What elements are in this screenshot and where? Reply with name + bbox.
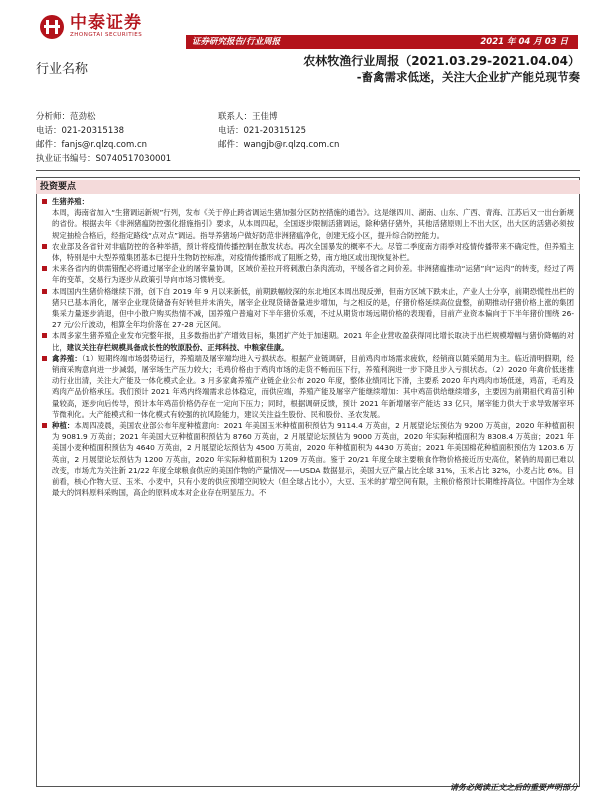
report-category: 证券研究报告/行业周报 [192,37,281,47]
analyst-phone: 电话：021-20315138 [36,126,125,136]
summary-paragraph [40,241,574,263]
paragraph-text: 未来各省内的供需错配必将通过屠宰企业的屠宰量协调，区域价差拉开将刺激白条肉流动，平缓各省之间价差。非洲猪瘟推动“运猪”向“运肉”的转变，经过了两年的变革，交易行为逐步从政策引导向市场习惯转变。 [52,264,574,285]
company-logo [40,14,142,39]
paragraph-text: （1）短期终端市场弱势运行，养殖端及屠宰端均进入亏损状态。根据产业链调研，目前鸡肉市场需求疲软，经销商以随采随用为主。临近清明假期，经销商采购意向进一步减弱，屠宰场生产压力较大；毛鸡价格由于鸡肉市场的走货不畅而压下行，养殖利润进一步下降且步入亏损状态。（2）2020 年禽价低迷推动行业出清，关注大产能及一体化模式企业。3 月多家禽养殖产业链企业公布 2020 年度，整体业绩同比下滑，主要系 2020 年内鸡肉市场低迷，鸡苗，毛鸡及鸡肉产品价格承压。我们预计 2021 年鸡内终端需求总体稳定，而供应端，养殖产能及屠宰产能继续增加：其中鸡苗供给继续增多，主要因为前期祖代鸡苗引种量较高，逐步向后传导，预计本年鸡苗价格仍存在一定向下压力；同时，根据调研反馈，预计 2021 年新增屠宰产能达 33 亿只，屠宰能力供大于求导致屠宰环节微利化。大产能模式和一体化模式有较强的抗风险能力，建议关注益生股份、民和股份、圣农发展。 [52,353,574,419]
summary-paragraph [40,286,574,331]
analyst-info [36,110,171,166]
analyst-email: 邮件：fanjs@r.qlzq.com.cn [36,140,148,150]
paragraph-text: 本周，海南省加入“生猪调运新规”行列，发布《关于停止跨省调运生猪加强分区防控措施的通告》。这是继四川、湖南、山东、广西、青海、江苏后又一出台新规的省份。根据去年《非洲猪瘟防控强化措施指引》要求，从本周四起，全国逐步限制活猪调运，除种猪仔猪外，其他活猪原则上不出大区，出大区的活猪必须按规定抽检合格后，经指定路线“点对点”调运。指导养猪场户做好防范非洲猪瘟净化，创建无疫小区，提升综合防控能力。 [52,208,574,240]
report-subtitle: -畜禽需求低迷，关注大企业扩产能兑现节奏 [356,70,580,84]
summary-paragraph [40,330,574,352]
brand-name-en: ZHONGTAI SECURITIES [70,32,143,38]
paragraph-lead: 生猪养殖： [52,197,89,206]
analyst-license: 执业证书编号：S0740517030001 [36,154,172,164]
contact-info [218,110,339,152]
report-title: 农林牧渔行业周报（2021.03.29-2021.04.04） [303,54,580,68]
logo-emblem-icon [40,15,64,39]
brand-name-cn: 中泰证券 [70,13,142,33]
section-title: 投资要点 [36,180,580,194]
footer-disclaimer: 请务必阅读正文之后的重要声明部分 [450,783,578,792]
summary-paragraph [40,196,574,207]
analyst-name: 分析师：范劲松 [36,112,96,122]
summary-content [40,196,574,498]
report-date: 2021 年 04 月 03 日 [480,37,568,47]
paragraph-recommendation: 建议关注存栏规模具备成长性的牧原股份、正邦科技、中粮家佳康。 [66,342,289,352]
report-banner [186,35,578,49]
header-divider [36,170,580,171]
paragraph-text: 本周国内生猪价格继续下滑，创下自 2019 年 9 月以来新低，前期跌幅较深的东北地区本周出现反弹，但南方区域下跌未止，产业人士分享，前期恐慌性出栏的猪只已基本消化，屠宰企业现货储备有好转但并未消失，屠宰企业现货储备量进步增加，与之相反的是，仔猪价格延续高位盘整，前期推动仔猪价格上涨的集团集采力量逐步消退，但中小散户购买热情不减，国养殖户普遍对下半年猪价乐观，不过从期货市场远期价格的表现看，目前产业资本偏向于下半年猪价围绕 26-27 元/公斤波动，相算全年均价落在 27-28 元区间。 [52,286,574,330]
paragraph-text: 农业部及各省针对非瘟防控的各种举措，预计将疫情传播控制在散发状态。再次全国暴发的概率不大。尽管二季度南方雨季对疫情传播带来不确定性，但养殖主体，特别是中大型养殖集团基本已提升生物防控标准，对疫情传播形成了阻断之势，南方地区或出现恢复补栏。 [52,241,574,263]
summary-paragraph [40,263,574,285]
industry-label: 行业名称 [36,62,89,77]
contact-phone: 电话：021-20315125 [218,126,307,136]
paragraph-text: 本周多家生猪养殖企业发布完整年报，且多数指出扩产增效目标，集团扩产处于加速期。2021 年企业营收盈获得同比增长取决于出栏规模增幅与猪价降幅的对比， [52,331,574,352]
paragraph-lead: 种植： [52,421,75,431]
summary-paragraph [40,420,574,498]
summary-paragraph [40,353,574,420]
contact-name: 联系人：王佳博 [218,112,278,122]
contact-email: 邮件：wangjb@r.qlzq.com.cn [218,140,340,150]
paragraph-text: 本周四凌晨，美国农业部公布年度种植意向：2021 年美国玉米种植面积预估为 9114.4 万英亩，2 月展望论坛预估为 9200 万英亩，2020 年种植面积为 9081.9 万英亩；2021 年美国大豆种植面积预估为 8760 万英亩，2 月展望论坛预估为 9000 万英亩，2020 年实际种植面积为 8308.4 万英亩；2021 年美国小麦种植面积预估为 4640 万英亩，2 月展望论坛预估为 4500 万英亩，2020 年种植面积为 4430 万英亩；2021 年美国棉花种植面积预估为 1203.6 万英亩，2 月展望论坛预估为 1200 万英亩，2020 年实际种植面积为 1209 万英亩。鉴于 20/21 年度全球主要粮食作物价格接近历史高位，紧俏的局面已难以改变，市场尤为关注新 21/22 年度全球粮食供应的美国作物的产量情况——USDA 数据显示，美国大豆产量占比全球 31%，玉米占比 32%，小麦占比 6%。目前看，核心作物大豆、玉米、小麦中，只有小麦的供应预增空间较大（但全球占比小），大豆、玉米的扩增空间有限，主粮价格预计长期维持高位。中国作为全球最大的饲料原料采购国，高企的原料成本对企业存在明显压力。不 [52,421,574,498]
paragraph-lead: 禽养殖： [52,353,82,363]
summary-paragraph [40,207,574,241]
